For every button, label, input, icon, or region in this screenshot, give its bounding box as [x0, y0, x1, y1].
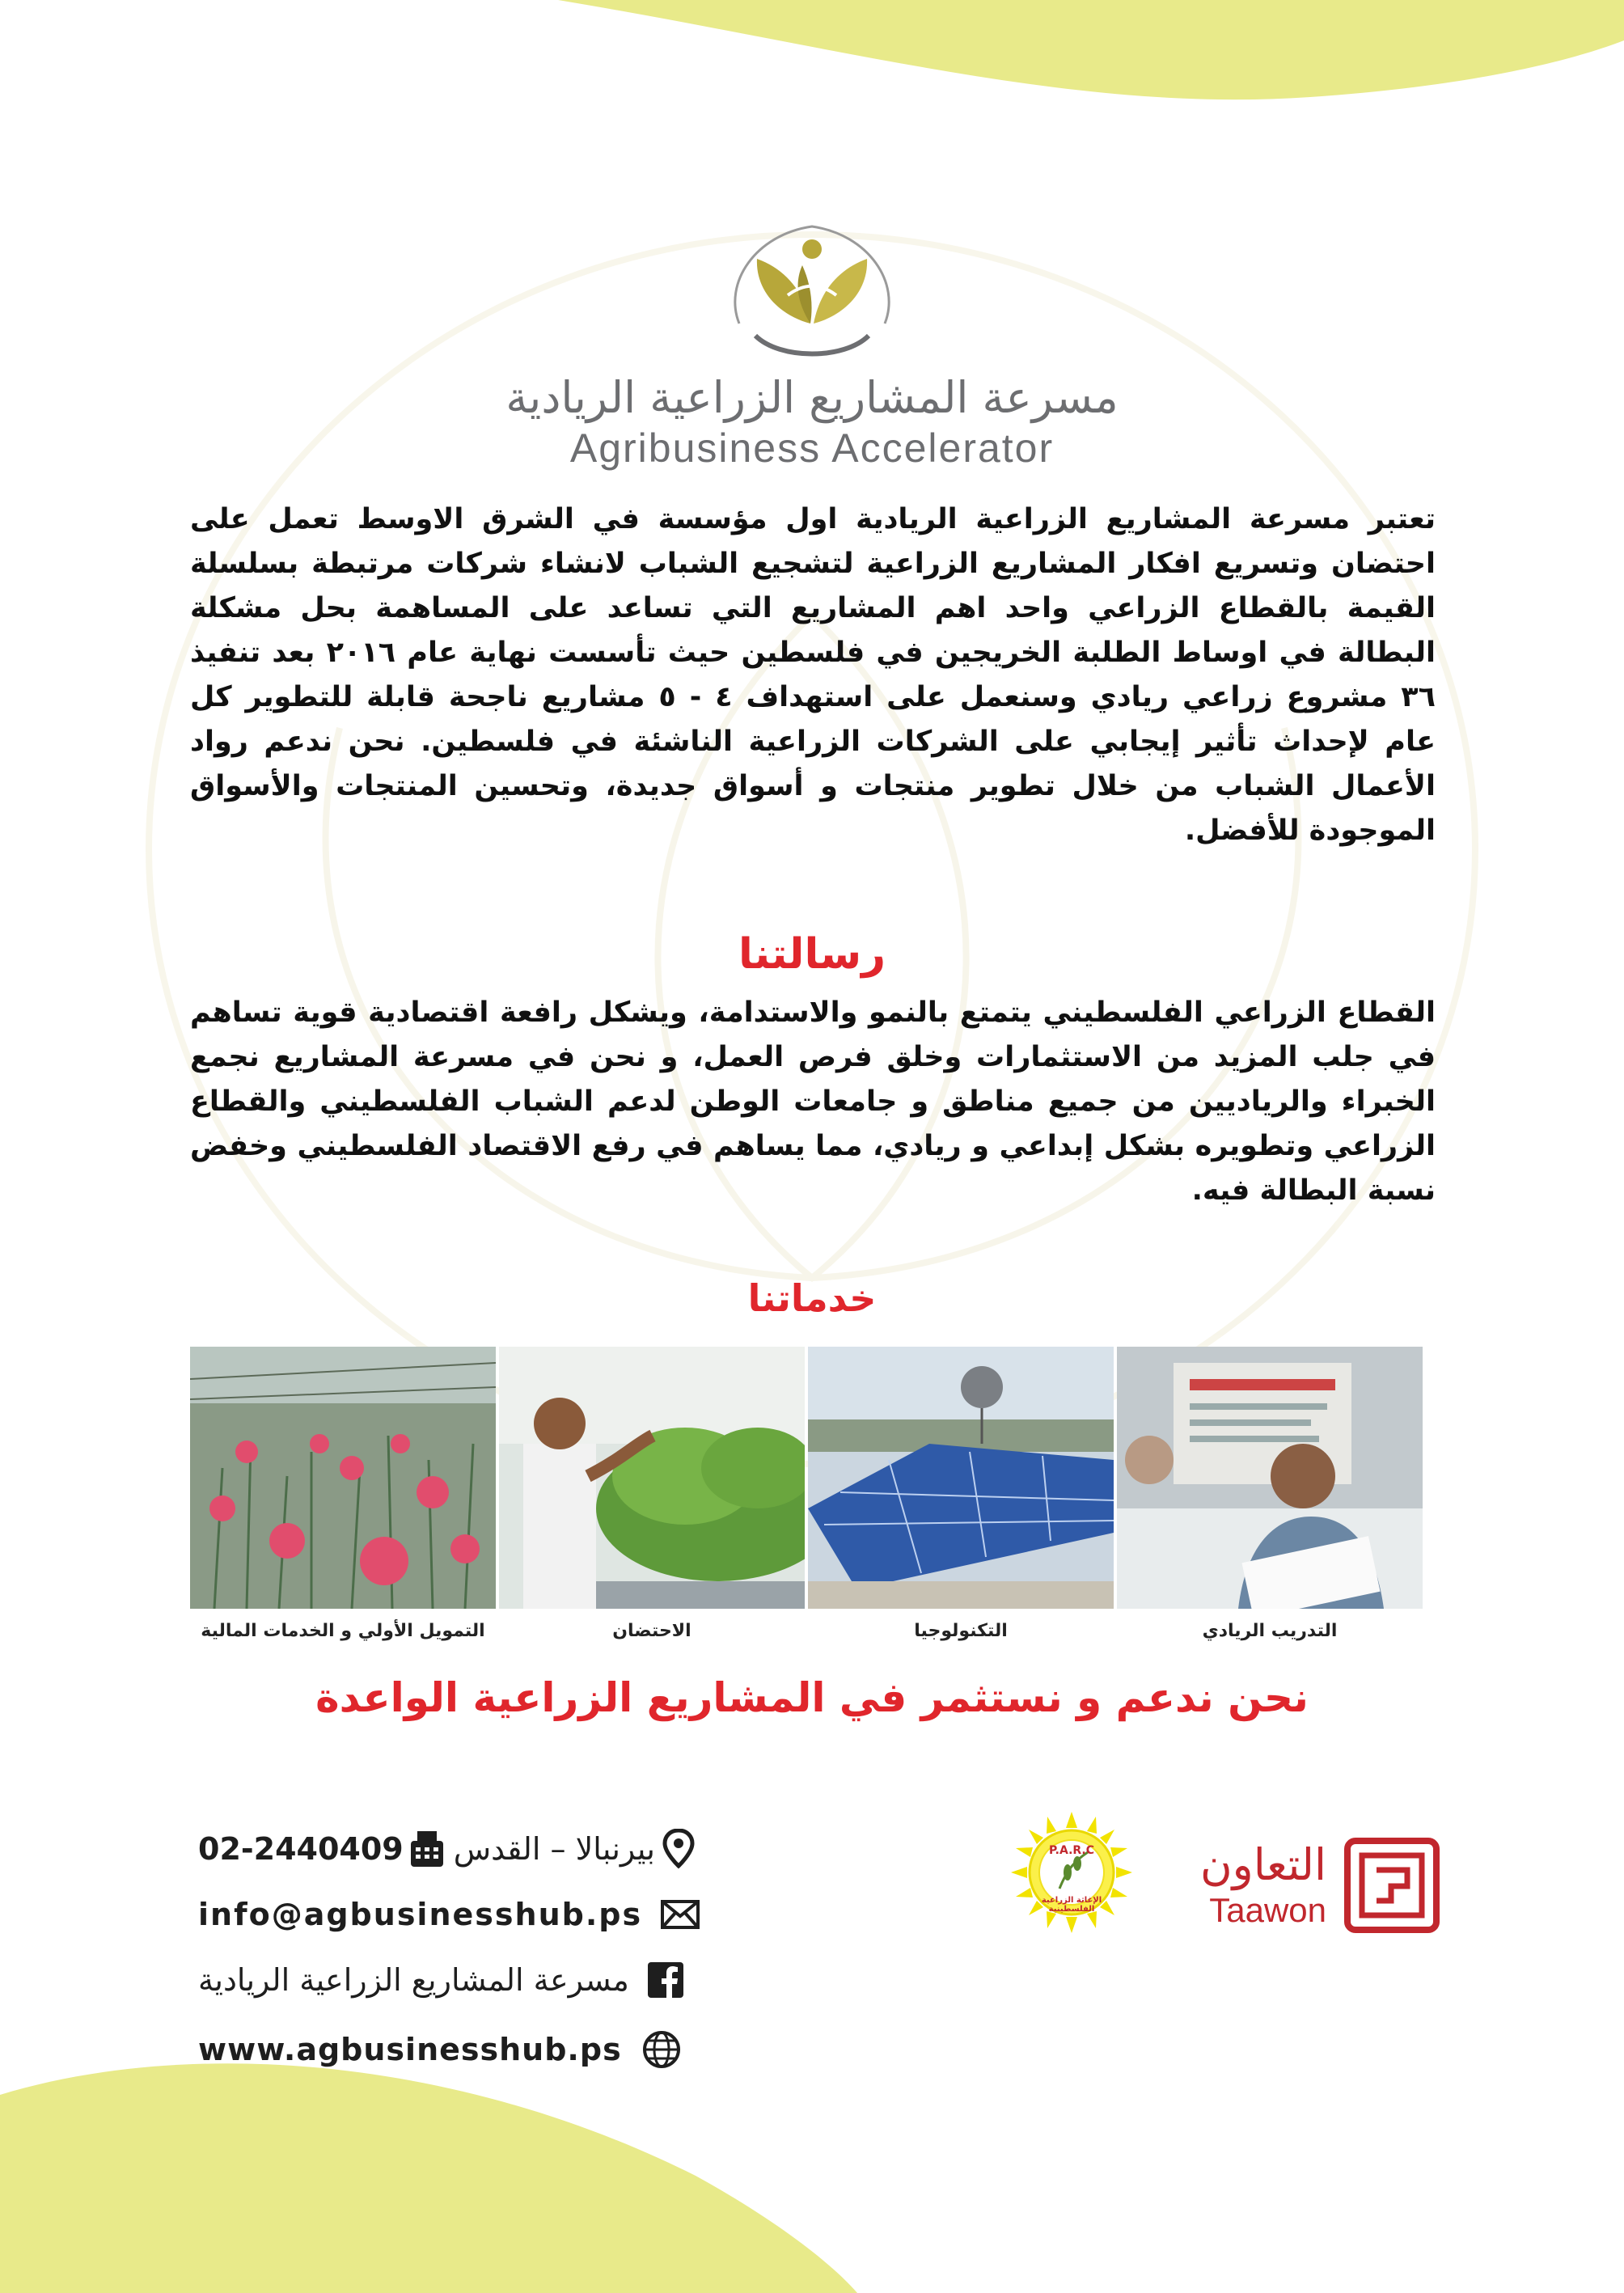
facebook-icon[interactable]: [642, 1957, 689, 2003]
contact-website-row: [198, 2025, 685, 2074]
parc-logo: [1011, 1812, 1132, 1933]
slogan: نحن ندعم و نستثمر في المشاريع الزراعية الواعدة: [315, 1674, 1309, 1721]
mission-heading: رسالتنا: [738, 930, 886, 979]
logo-title-arabic: مسرعة المشاريع الزراعية الريادية: [505, 372, 1119, 423]
logo-title-english: Agribusiness Accelerator: [569, 425, 1055, 471]
caption-incubation: الاحتضان: [612, 1621, 691, 1641]
accelerator-logo: [0, 202, 1624, 472]
location-pin-icon: [655, 1826, 702, 1872]
photo-hydroponic-lettuce: [499, 1347, 805, 1609]
caption-technology: التكنولوجيا: [914, 1621, 1008, 1641]
taawon-logo: [1197, 1838, 1440, 1935]
photo-solar-panels: [808, 1347, 1114, 1609]
taawon-name-english: Taawon: [1209, 1891, 1326, 1929]
fax-phone-icon: [404, 1826, 450, 1872]
caption-entrepreneurial-training: التدريب الريادي: [1202, 1621, 1338, 1641]
mission-paragraph: القطاع الزراعي الفلسطيني يتمتع بالنمو والاستدامة، ويشكل رافعة اقتصادية قوية تساهم في جلب المزيد من الاستثمارات وخلق فرص العمل، و نحن في مسرعة المشاريع نجمع الخبراء والرياديين من جميع مناطق و جامعات الوطن لدعم الشباب الفلسطيني والقطاع الزراعي وتطويره بشكل إبداعي و ريادي، مما يساهم في رفع الاقتصاد الفلسطيني وخفض نسبة البطالة فيه.: [190, 996, 1436, 1207]
caption-seed-funding: التمويل الأولي و الخدمات المالية: [201, 1621, 485, 1641]
phone-number[interactable]: 02-2440409: [198, 1831, 404, 1867]
intro-paragraph: تعتبر مسرعة المشاريع الزراعية الريادية اول مؤسسة في الشرق الاوسط تعمل على احتضان وتسريع افكار المشاريع الزراعية لتشجيع الشباب لانشاء شركات مرتبطة بسلسلة القيمة بالقطاع الزراعي واحد اهم المشاريع التي تساعد على المساهمة بحل مشكلة البطالة في اوساط الطلبة الخريجين في فلسطين حيث تأسست نهاية عام ٢٠١٦ بعد تنفيذ ٣٦ مشروع زراعي ريادي وسنعمل على استهداف ٤ - ٥ مشاريع ناجحة قابلة للتطوير كل عام لإحداث تأثير إيجابي على الشركات الزراعية الناشئة في فلسطين. نحن ندعم رواد الأعمال الشباب من خلال تطوير منتجات و أسواق جديدة، وتحسين المنتجات والأسواق الموجودة للأفضل.: [190, 503, 1436, 847]
mail-icon: [657, 1891, 704, 1938]
contact-email-row: [198, 1890, 704, 1939]
taawon-emblem-icon: [1344, 1838, 1440, 1933]
parc-name-arabic: الإغاثة الزراعية الفلسطينية: [1041, 1896, 1102, 1914]
taawon-name-arabic: التعاون: [1200, 1839, 1326, 1890]
email-address[interactable]: info@agbusinesshub.ps: [198, 1897, 643, 1932]
services-heading: خدماتنا: [747, 1276, 877, 1320]
location-text: بيرنبالا – القدس: [453, 1831, 655, 1867]
photo-carnation-greenhouse: [190, 1347, 496, 1609]
globe-icon: [638, 2026, 685, 2073]
parc-abbreviation: P.A.R.C: [1048, 1844, 1095, 1857]
website-url[interactable]: www.agbusinesshub.ps: [198, 2032, 622, 2067]
photo-training-workshop: [1117, 1347, 1423, 1609]
plant-logo-icon: [707, 202, 917, 364]
contact-facebook-row: [198, 1956, 689, 2004]
facebook-page-name[interactable]: مسرعة المشاريع الزراعية الريادية: [198, 1962, 629, 1998]
contact-phone-location-row: [198, 1825, 702, 1873]
services-photos: [190, 1347, 1436, 1609]
